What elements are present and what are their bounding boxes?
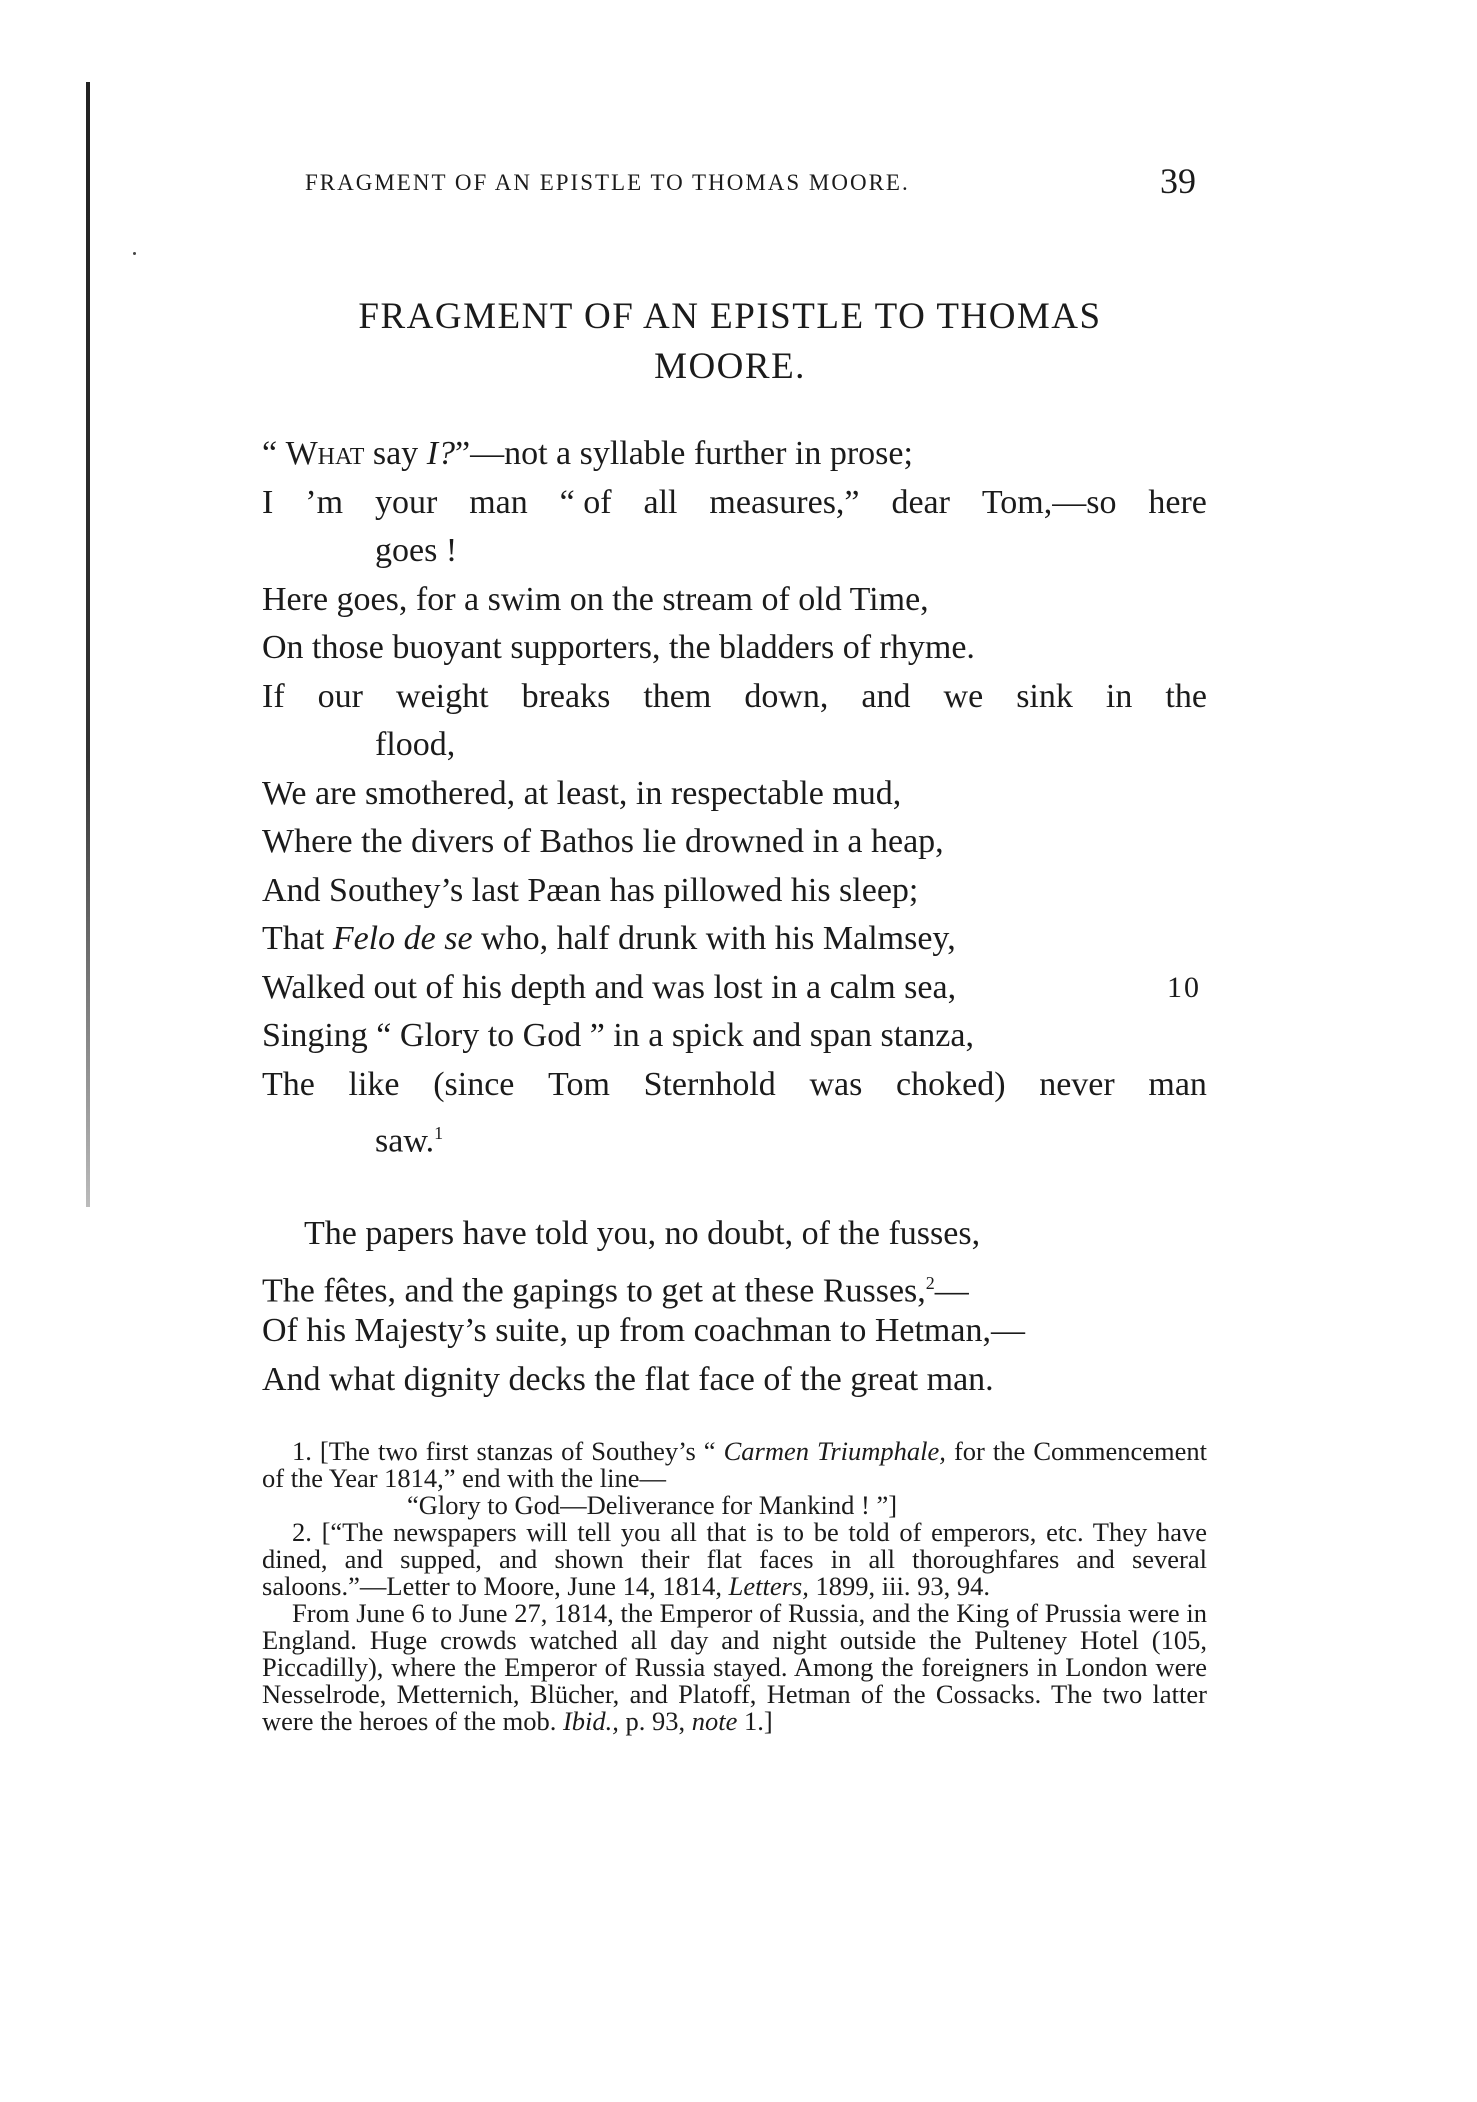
binding-edge [86,82,90,1207]
poem-title [255,292,1205,392]
verse-line-4: On those buoyant supporters, the bladders of rhyme. [262,629,975,666]
verse-line-5-continuation: flood, [375,726,456,763]
page-number: 39 [1160,161,1196,201]
footnotes [262,1438,1207,1735]
verse-line-2: I ’m your man “ of all measures,” dear Tom,—so here [262,483,1207,521]
verse-line-2-continuation: goes ! [375,532,458,569]
footnote-1-quote: “Glory to God—Deliverance for Mankind ! ”] [407,1490,898,1520]
verse-line-14: The fêtes, and the gapings to get at these Russes,$^2$— [262,1271,969,1309]
stanza-2 [262,1210,1207,1404]
running-head-title: FRAGMENT OF AN EPISTLE TO THOMAS MOORE. [305,170,910,195]
verse-line-8: And Southey’s last Pæan has pillowed his sleep; [262,871,919,909]
verse-line-6: We are smothered, at least, in respectable mud, [262,774,902,812]
verse-line-7: Where the divers of Bathos lie drowned in a heap, [262,823,944,860]
verse-line-3: Here goes, for a swim on the stream of old Time, [262,580,929,618]
poem-title-line-1: FRAGMENT OF AN EPISTLE TO THOMAS [358,296,1102,337]
stanza-1 [262,430,1207,1158]
footnote-2: 2. [“The newspapers will tell you all that is to be told of emperors, etc. They have dined, and supped, and shown their flat faces in all thoroughfares and several saloons.”—Letter to Moore, June 14, 1814, Letters, 1899, iii. 93, 94. From June 6 to June 27, 1814, the Emperor of Russia, and the King of Prussia were in England. Huge crowds watched all day and night outside the Pulteney Hotel (105, Piccadilly), where the Emperor of Russia stayed. Among the foreigners in London were Nesselrode, Metternich, Blücher, and Platoff, Hetman of the Cossacks. The two latter were the heroes of the mob. Ibid., p. 93, note 1.] [262,1517,1207,1736]
verse-line-9: That Felo de se who, half drunk with his Malmsey, [262,920,956,957]
verse-line-5: If our weight breaks them down, and we sink in the [262,677,1207,715]
margin-speck [133,252,136,255]
poem-title-line-2: MOORE. [654,346,806,387]
verse-line-11: Singing “ Glory to God ” in a spick and span stanza, [262,1017,974,1054]
line-number: 10 [1167,970,1201,1004]
footnote-1: 1. [The two first stanzas of Southey’s “ Carmen Triumphale, for the Commencement of the Year 1814,” end with the line— “Glory to God—Deliverance for Mankind ! ”] [262,1436,1207,1520]
verse-line-15: Of his Majesty’s suite, up from coachman to Hetman,— [262,1312,1025,1349]
verse-line-12: The like (since Tom Sternhold was choked) never man [262,1065,1207,1103]
footnote-ref-1[interactable]: 1 [434,1123,444,1143]
footnote-ref-2[interactable]: 2 [925,1272,935,1293]
verse-line-16: And what dignity decks the flat face of the great man. [262,1360,994,1398]
verse-line-10: Walked out of his depth and was lost in a calm sea, 10 [262,964,1207,1013]
verse-line-13: The papers have told you, no doubt, of the fusses, [304,1215,981,1252]
running-head [305,160,1205,206]
verse-line-1: “ What say I?”—not a syllable further in prose; [262,435,913,472]
verse-line-12-continuation: saw.$^1$ [375,1122,444,1160]
